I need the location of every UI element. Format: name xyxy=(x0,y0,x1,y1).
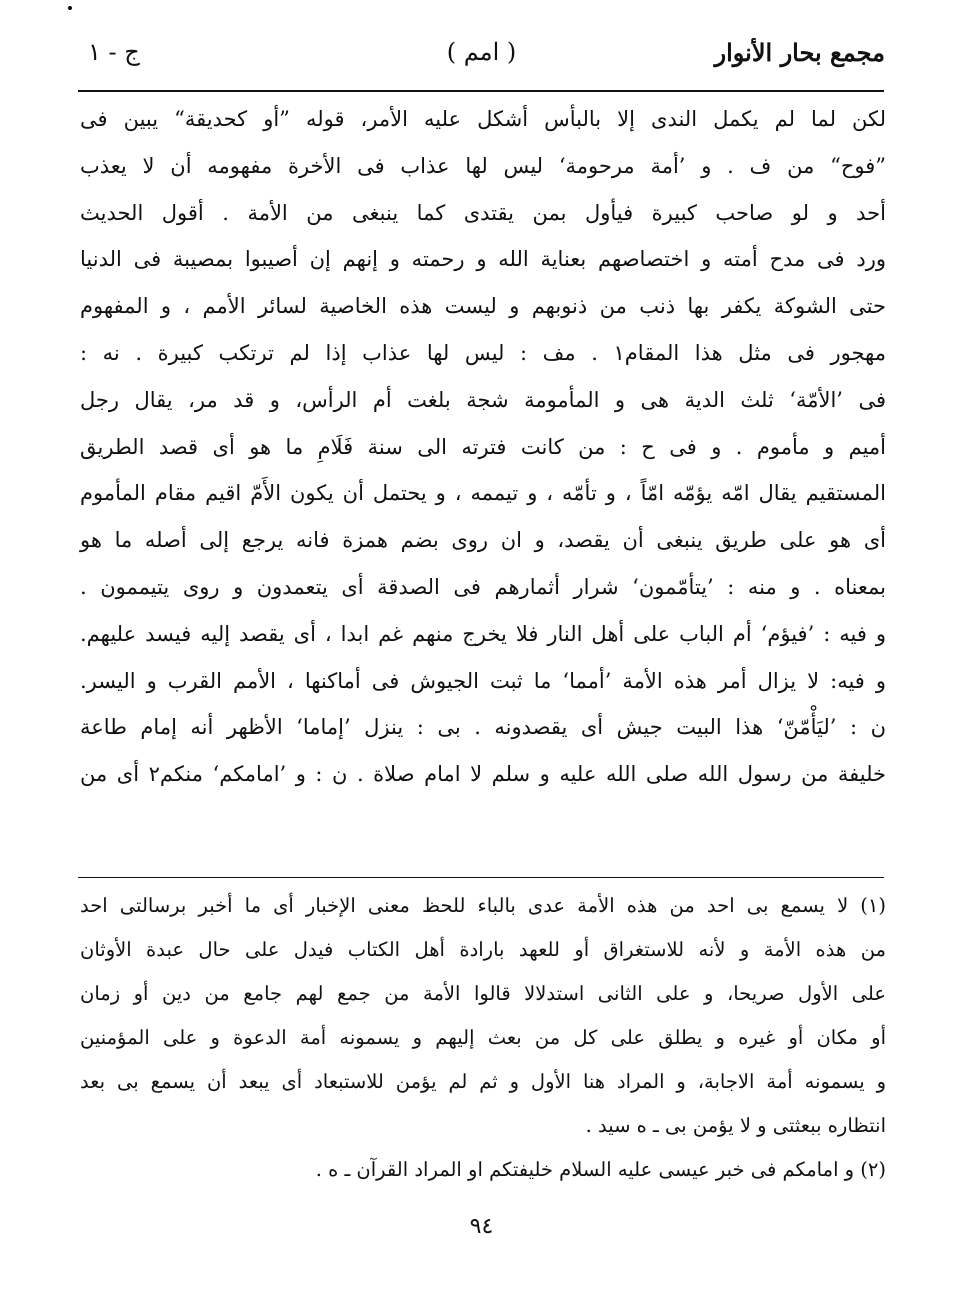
text-line: بمعناه . و منه : ’يتأمّمون‘ شرار أثمارهم فى الصدقة أى يتعمدون و روى يتيممون . xyxy=(80,574,886,599)
text-line: مهجور فى مثل هذا المقام١ . مف : ليس لها عذاب إذا لم ترتكب كبيرة . نه : xyxy=(80,340,886,365)
header-rule xyxy=(78,90,884,92)
text-line: لكن لما لم يكمل الندى إلا بالبأس أشكل عليه الأمر، قوله ”أو كحديقة“ يبين فى xyxy=(80,107,886,131)
entry-word: ( امم ) xyxy=(446,38,517,66)
ink-speck xyxy=(68,6,72,10)
text-line: و فيه: لا يزال أمر هذه الأمة ’أمما‘ ما ثبت الجيوش فى أماكنها ، الأمم القرب و اليسر. xyxy=(80,668,886,693)
running-header xyxy=(78,30,885,80)
footnote-line: انتظاره ببعثتى و لا يؤمن بى ـ ه سيد . xyxy=(585,1114,886,1137)
footnote-line: أو مكان أو غيره و يطلق على كل من بعث إليهم و يسمونه أمة الدعوة و على المؤمنين xyxy=(80,1026,886,1049)
text-line: أحد و لو صاحب كبيرة فيأول بمن يقتدى كما ينبغى من الأمة . أقول الحديث xyxy=(80,200,886,225)
footnote-line: (١) لا يسمع بى احد من هذه الأمة عدى بالباء للحظ معنى الإخبار أى ما أخبر برسالتى احد xyxy=(80,894,886,917)
volume-label: ج - ١ xyxy=(88,38,140,66)
footnote-line: و يسمونه أمة الاجابة، و المراد هنا الأول و ثم لم يؤمن للاستبعاد أى يبعد أن يسمع بى بعد xyxy=(80,1070,886,1093)
text-line: المستقيم يقال امّه يؤمّه امّاً ، و تأمّه ، و تيممه ، و يحتمل أن يكون الأَمّ اقيم مقام المأموم xyxy=(80,481,886,506)
text-line: خليفة من رسول الله صلى الله عليه و سلم لا امام صلاة . ن : و ’امامكم‘ منكم٢ أى من xyxy=(80,762,887,787)
main-text xyxy=(80,96,886,798)
text-line: أى هو على طريق ينبغى أن يقصد، و ان روى بضم همزة فانه يرجع إلى أصله ما هو xyxy=(80,528,886,553)
book-title: مجمع بحار الأنوار xyxy=(714,38,885,67)
footnote-separator xyxy=(78,877,884,878)
footnote-line: على الأول صريحا، و على الثانى استدلالا قالوا الأمة من جمع لهم جامع من دين أو زمان xyxy=(80,982,886,1005)
footnote-line: (٢) و امامكم فى خبر عيسى عليه السلام خليفتكم او المراد القرآن ـ ه . xyxy=(315,1158,886,1181)
text-line: و فيه : ’فيؤم‘ أم الباب على أهل النار فلا يخرج منهم غم ابدا ، أى يقصد إليه فيسد عليهم. xyxy=(80,621,886,646)
text-line: ”فوح“ من ف . و ’أمة مرحومة‘ ليس لها عذاب فى الأخرة مفهومه أن لا يعذب xyxy=(80,153,886,178)
footnotes xyxy=(80,884,886,1192)
text-line: ورد فى مدح أمته و اختصاصهم بعناية الله و رحمته و إنهم إن أصيبوا بمصيبة فى الدنيا xyxy=(80,247,886,272)
page-number: ٩٤ xyxy=(469,1214,494,1239)
text-line: فى ’الأمّة‘ ثلث الدية هى و المأمومة شجة بلغت أم الرأس، و قد مر، يقال رجل xyxy=(80,387,886,412)
text-line: ن : ’ليَأْمّنّ‘ هذا البيت جيش أى يقصدونه . بى : ينزل ’إماما‘ الأظهر أنه إمام طاعة xyxy=(80,715,886,740)
text-line: أميم و مأموم . و فى ح : من كانت فترته الى سنة فَلَامِ ما هو أى قصد الطريق xyxy=(80,434,886,459)
text-line: حتى الشوكة يكفر بها ذنب من ذنوبهم و ليست هذه الخاصية لسائر الأمم ، و المفهوم xyxy=(80,294,886,319)
footnote-line: من هذه الأمة و لأنه للاستغراق أو للعهد بارادة أهل الكتاب فيدل على حال عبدة الأوثان xyxy=(80,938,886,961)
